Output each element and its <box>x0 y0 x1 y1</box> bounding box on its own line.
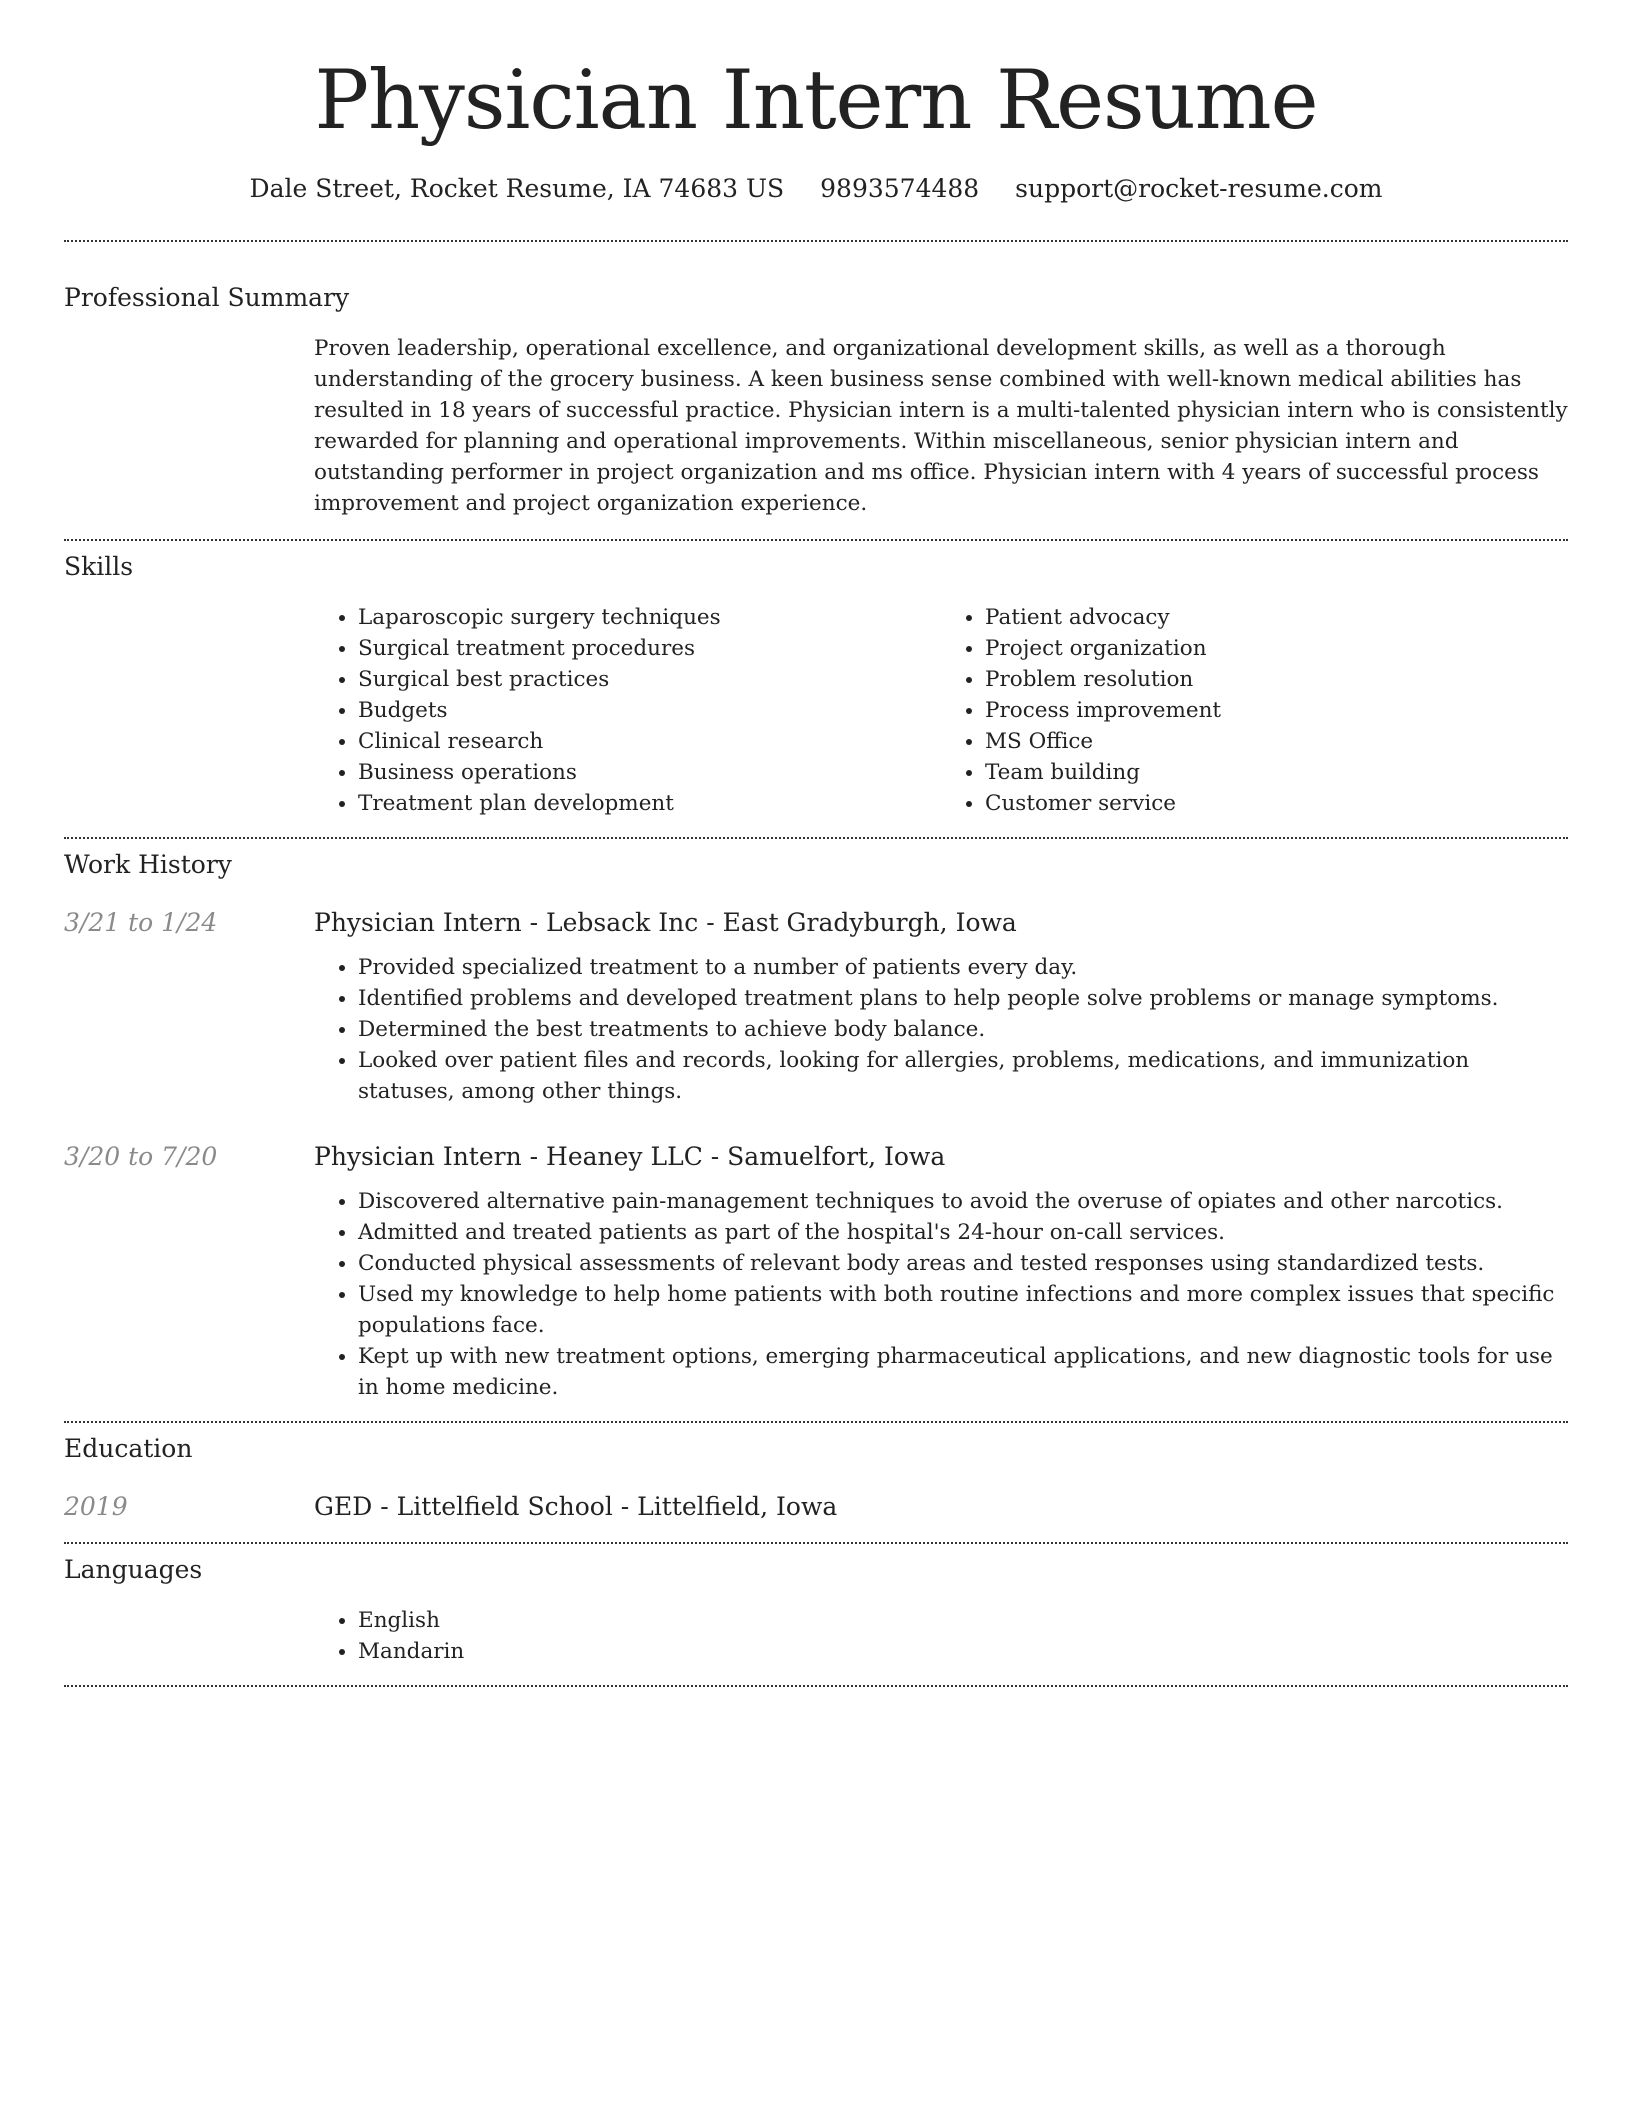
list-item: • Process improvement <box>985 695 1568 726</box>
education-heading: Education <box>64 1434 193 1463</box>
list-item: • Treatment plan development <box>358 788 941 819</box>
job-title: Physician Intern - Lebsack Inc - East Gradyburgh, Iowa <box>314 908 1017 937</box>
languages-heading: Languages <box>64 1555 203 1584</box>
list-item: • Identified problems and developed treatment plans to help people solve problems or manage symptoms. <box>358 983 1568 1014</box>
languages-list <box>314 1605 1568 1667</box>
job-bullets <box>314 952 1568 1107</box>
list-item: • Laparoscopic surgery techniques <box>358 602 941 633</box>
list-item: • Kept up with new treatment options, emerging pharmaceutical applications, and new diagnostic tools for use in home medicine. <box>358 1341 1568 1403</box>
work-heading: Work History <box>64 850 232 879</box>
languages-section <box>64 1544 1568 1667</box>
work-section <box>64 839 1568 1403</box>
list-item: • Team building <box>985 757 1568 788</box>
skills-list-left <box>314 602 941 819</box>
education-year: 2019 <box>64 1492 128 1521</box>
list-item: • Surgical treatment procedures <box>358 633 941 664</box>
list-item: • Clinical research <box>358 726 941 757</box>
list-item: • Admitted and treated patients as part of the hospital's 24-hour on-call services. <box>358 1217 1568 1248</box>
list-item: • Mandarin <box>358 1636 1568 1667</box>
list-item: • English <box>358 1605 1568 1636</box>
job-bullets <box>314 1186 1568 1403</box>
contact-phone: 9893574488 <box>820 174 980 203</box>
list-item: • Problem resolution <box>985 664 1568 695</box>
summary-section <box>64 242 1568 519</box>
list-item: • Budgets <box>358 695 941 726</box>
list-item: • Provided specialized treatment to a number of patients every day. <box>358 952 1568 983</box>
skills-list-right <box>941 602 1568 819</box>
contact-address: Dale Street, Rocket Resume, IA 74683 US <box>249 174 785 203</box>
job-entry <box>64 1140 1568 1403</box>
job-dates: 3/20 to 7/20 <box>64 1142 218 1171</box>
list-item: • Customer service <box>985 788 1568 819</box>
education-entry: GED - Littelfield School - Littelfield, Iowa <box>314 1492 838 1521</box>
list-item: • Business operations <box>358 757 941 788</box>
skills-section <box>64 541 1568 819</box>
summary-heading: Professional Summary <box>64 283 350 312</box>
contact-email: support@rocket-resume.com <box>1015 174 1383 203</box>
list-item: • Patient advocacy <box>985 602 1568 633</box>
summary-text: Proven leadership, operational excellence, and organizational development skills, as well as a thorough understanding of the grocery business. A keen business sense combined with well-known medical abilities has resulted in 18 years of successful practice. Physician intern is a multi-talented physician intern who is consistently rewarded for planning and operational improvements. Within miscellaneous, senior physician intern and outstanding performer in project organization and ms office. Physician intern with 4 years of successful process improvement and project organization experience. <box>314 336 1568 516</box>
job-entry <box>64 906 1568 1107</box>
list-item: • Discovered alternative pain-management techniques to avoid the overuse of opiates and other narcotics. <box>358 1186 1568 1217</box>
resume-title: Physician Intern Resume <box>314 54 1318 148</box>
education-section <box>64 1423 1568 1524</box>
list-item: • Project organization <box>985 633 1568 664</box>
skills-heading: Skills <box>64 552 134 581</box>
job-title: Physician Intern - Heaney LLC - Samuelfort, Iowa <box>314 1142 946 1171</box>
job-dates: 3/21 to 1/24 <box>64 908 218 937</box>
list-item: • Determined the best treatments to achieve body balance. <box>358 1014 1568 1045</box>
list-item: • MS Office <box>985 726 1568 757</box>
list-item: • Looked over patient files and records, looking for allergies, problems, medications, and immunization statuses, among other things. <box>358 1045 1568 1107</box>
list-item: • Used my knowledge to help home patients with both routine infections and more complex issues that specific populations face. <box>358 1279 1568 1341</box>
divider <box>64 1685 1568 1687</box>
contact-line <box>64 172 1568 206</box>
list-item: • Surgical best practices <box>358 664 941 695</box>
list-item: • Conducted physical assessments of relevant body areas and tested responses using standardized tests. <box>358 1248 1568 1279</box>
